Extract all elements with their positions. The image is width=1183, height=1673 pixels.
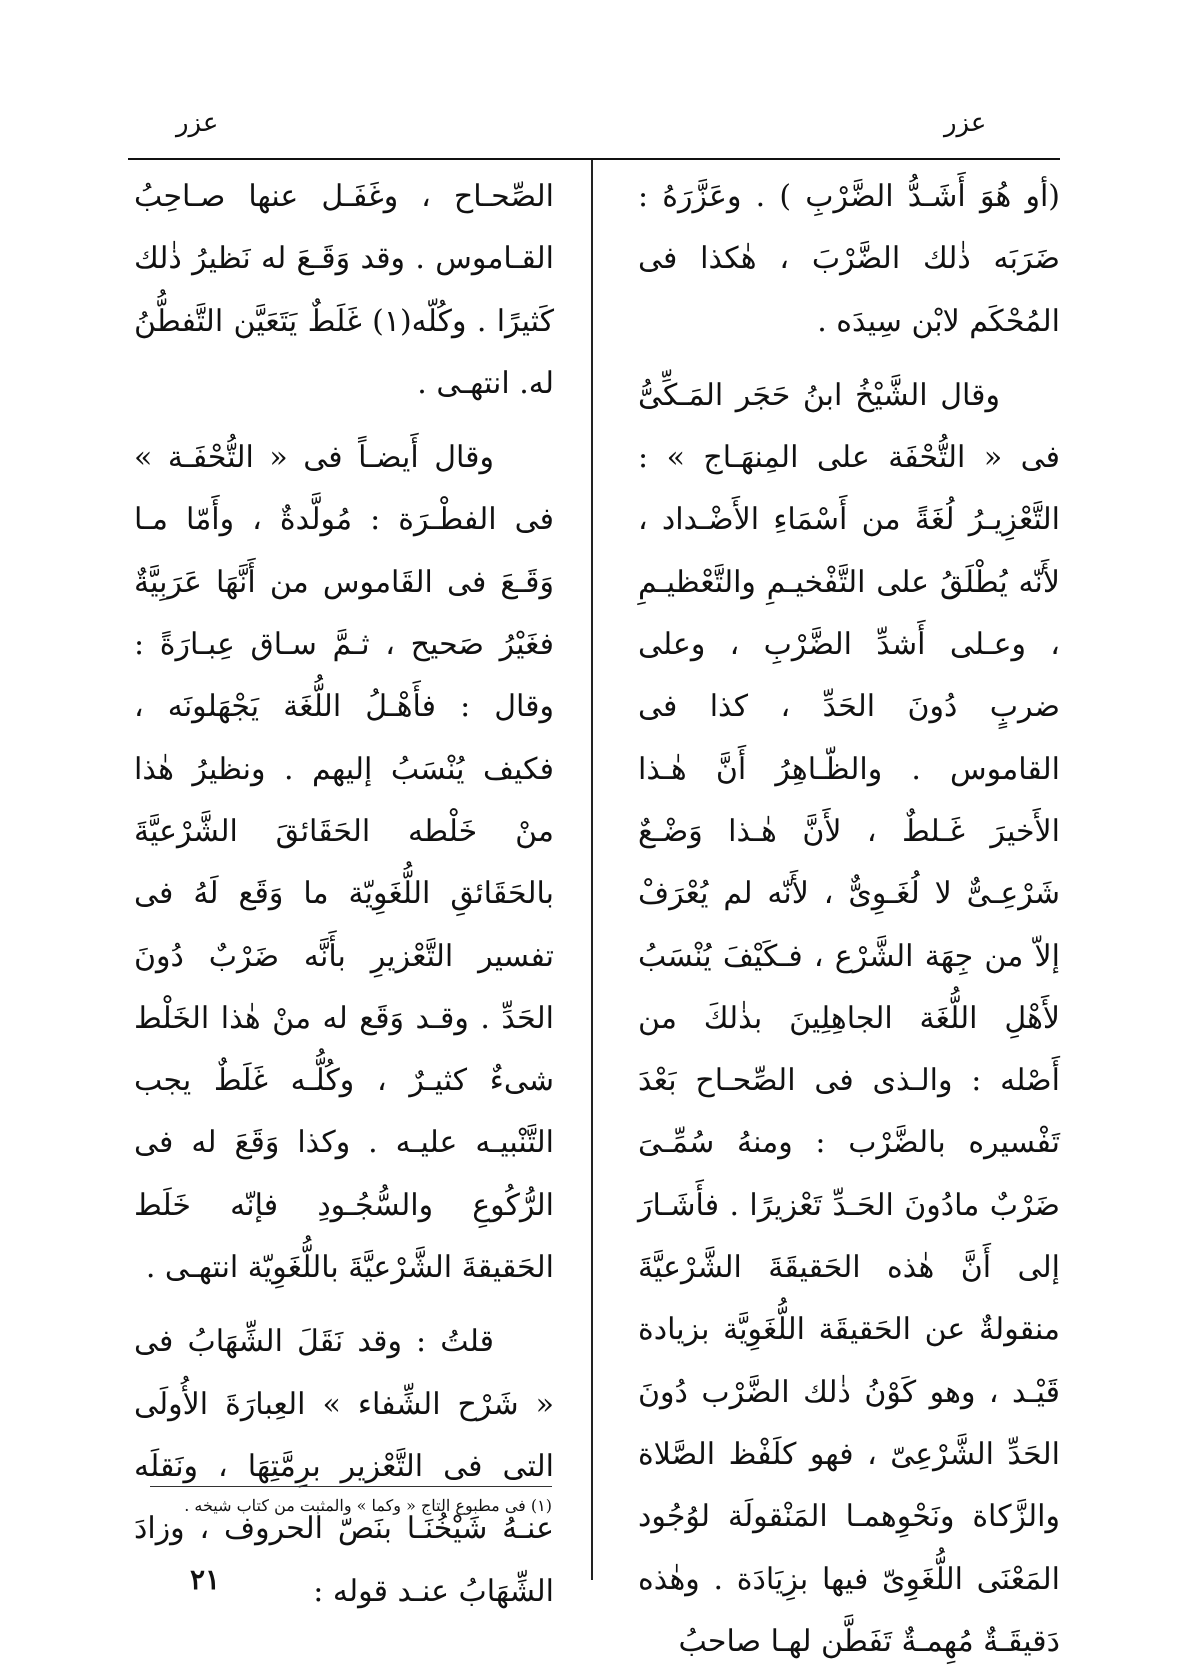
paragraph: (أو هُوَ أَشَـدُّ الضَّرْبِ ) . وعَزَّرَهُ : ضَرَبَه ذٰلك الضَّرْبَ ، هٰكذا فى المُحْكَم لابْن سِيدَه . bbox=[638, 179, 1060, 339]
page-number: ٢١ bbox=[190, 1563, 221, 1596]
header-rule bbox=[128, 158, 1060, 160]
running-header-right: عزر bbox=[944, 108, 987, 138]
paragraph: وقال الشَّيْخُ ابنُ حَجَر المَـكِّىُّ فى « التُّحْفَة على المِنهَـاج » : التَّعْزِيـرُ لُغَةً من أَسْمَاءِ الأَضْـداد ، لأَنّه يُطْلَقُ على التَّفْخيـمِ والتَّعْظيـمِ ، وعـلى أَشدِّ الضَّرْبِ ، وعلى ضربٍ دُونَ الحَدِّ ، كذا فى القاموس . والظّـاهِرُ أَنَّ هٰـذا الأَخيرَ غَـلطٌ ، لأَنَّ هٰـذا وَضْـعٌ شَرْعِـىٌّ لا لُغَـوِىٌّ ، لأَنّه لم يُعْرَفْ إلاّ من جِهَة الشَّرْع ، فـكَيْفَ يُنْسَبُ لأَهْلِ اللُّغَة الجاهِلِينَ بذٰلكَ من أَصْله : والـذى فى الصِّحـاح بَعْدَ تَفْسيره بالضَّرْب : ومنهُ سُمِّـىَ ضَرْبٌ مادُونَ الحَـدِّ تَعْزيرًا . فأَشَـارَ إلى أَنَّ هٰذه الحَقيقَةَ الشَّرْعيَّةَ منقولةٌ عن الحَقيقَة اللُّغَوِيَّة بزيادة قَيْـد ، وهو كَوْنُ ذٰلك الضَّرْب دُونَ الحَدِّ الشَّرْعِىّ ، فهو كلَفْظ الصَّلاة والزَّكاة ونَحْوِهمـا المَنْقولَة لوُجُود المَعْنَى اللُّغَوِىّ فيها بزِيَادَة . وهٰذه دَقيقَـةٌ مُهِمـةٌ تَفَطَّن لهـا صاحبُ bbox=[638, 377, 1060, 1659]
left-text-column bbox=[134, 166, 554, 1623]
footnote: (١) فى مطبوع التاج « وكما » والمثبت من كتاب شيخه . bbox=[184, 1496, 552, 1515]
paragraph: قلتُ : وقد نَقَلَ الشِّهَابُ فى « شَرْح الشِّفاء » العِبارَةَ الأُولَى التى فى التَّعْزير برِمَّتِهَا ، ونَقلَه عنـهُ شَيْخُنَـا بنَصّ الحروف ، وزادَ الشِّهَابُ عنـد قوله : bbox=[134, 1324, 554, 1609]
column-divider bbox=[591, 160, 593, 1580]
footnote-rule bbox=[150, 1486, 552, 1487]
paragraph: وقال أَيضـاً فى « التُّحْفَـة » فى الفطْـرَة : مُولَّدةٌ ، وأَمّا مـا وَقَـعَ فى القَاموس من أَنَّهَا عَرَبِيَّةٌ فغَيْرُ صَحيح ، ثـمَّ سـاق عِبـارَةً : وقال : فأَهْـلُ اللُّغَة يَجْهَلونَه ، فكيف يُنْسَبُ إليهم . ونظيرُ هٰذا منْ خَلْطه الحَقَائقَ الشَّرْعيَّةَ بالحَقَائقِ اللُّغَوِيّة ما وَقَع لَهُ فى تفسير التَّعْزيرِ بأَنَّه ضَرْبٌ دُونَ الحَدِّ . وقـد وَقَع له منْ هٰذا الخَلْط شىءٌ كثيـرٌ ، وكُلُّـه غَلَطٌ يجب التَّنْبيـه عليـه . وكذا وَقَعَ له فى الرُّكُوعِ والسُّجُـودِ فإنّه خَلَط الحَقيقةَ الشَّرْعيَّةَ باللُّغَوِيّة انتهـى . bbox=[134, 440, 554, 1286]
running-header-left: عزر bbox=[176, 108, 219, 138]
paragraph: الصِّحـاح ، وغَفَـل عنها صـاحِبُ القـاموس . وقد وَقَـعَ له نَظيرُ ذٰلك كَثيرًا . وكُلّه(١) غَلَطٌ يَتَعَيَّن التَّفطُّنُ له. انتهـى . bbox=[134, 179, 554, 401]
right-text-column bbox=[638, 166, 1060, 1673]
